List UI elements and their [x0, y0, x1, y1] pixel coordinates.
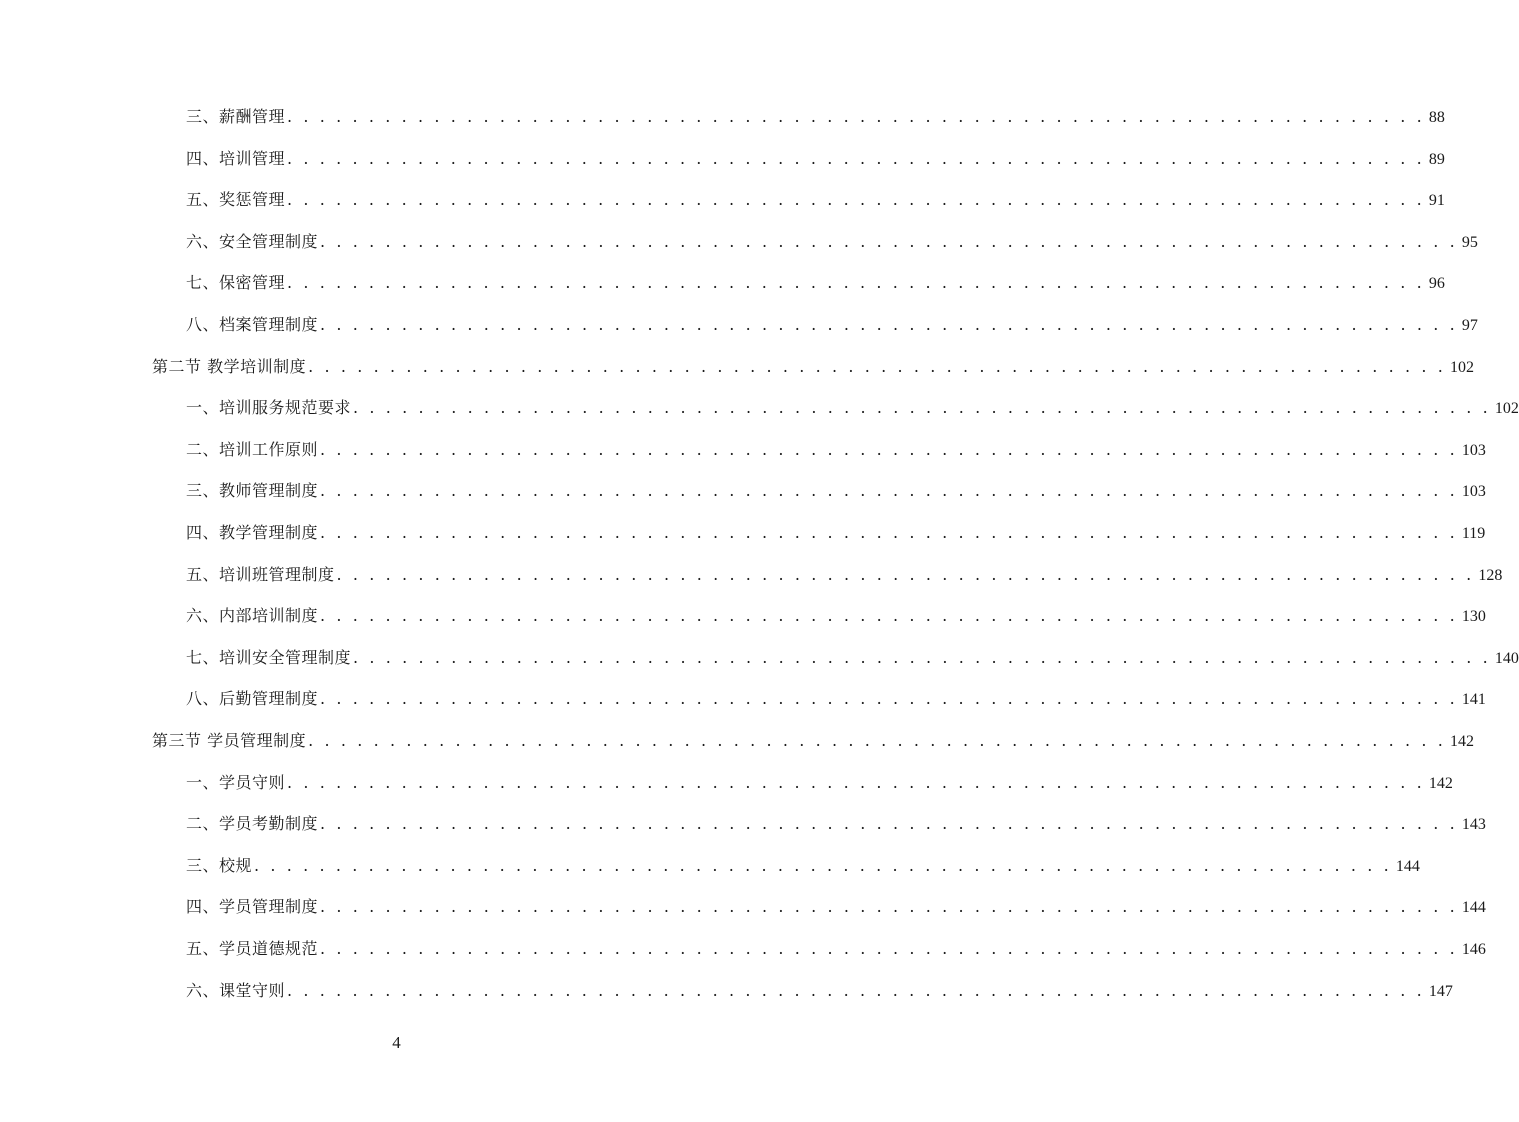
toc-entry-title: 四、学员管理制度 [186, 897, 319, 916]
toc-entry-page-number: 141 [1461, 691, 1486, 708]
toc-entry[interactable] [186, 147, 1445, 171]
toc-dot-leader: . . . . . . . . . . . . . . . . . . . . . . . . . . . . . . . . . . . . . . . . . . . . . . . . . . . . . . . . . . . . . . . . . . . . . . [254, 856, 1392, 875]
toc-dot-leader: . . . . . . . . . . . . . . . . . . . . . . . . . . . . . . . . . . . . . . . . . . . . . . . . . . . . . . . . . . . . . . . . . . . . . . [308, 731, 1446, 750]
toc-dot-leader: . . . . . . . . . . . . . . . . . . . . . . . . . . . . . . . . . . . . . . . . . . . . . . . . . . . . . . . . . . . . . . . . . . . . . . [320, 606, 1458, 625]
toc-entry[interactable] [186, 646, 1519, 670]
toc-entry-title: 五、学员道德规范 [186, 939, 319, 958]
toc-dot-leader: . . . . . . . . . . . . . . . . . . . . . . . . . . . . . . . . . . . . . . . . . . . . . . . . . . . . . . . . . . . . . . . . . . . . . . [320, 315, 1458, 334]
toc-entry-page-number: 144 [1461, 899, 1486, 916]
toc-entry[interactable] [186, 438, 1486, 462]
toc-entry-page-number: 97 [1461, 317, 1478, 334]
toc-entry-title: 六、内部培训制度 [186, 606, 319, 625]
toc-entry[interactable] [186, 563, 1503, 587]
toc-dot-leader: . . . . . . . . . . . . . . . . . . . . . . . . . . . . . . . . . . . . . . . . . . . . . . . . . . . . . . . . . . . . . . . . . . . . . . [287, 190, 1425, 209]
toc-entry[interactable] [186, 313, 1478, 337]
toc-entry-page-number: 103 [1461, 483, 1486, 500]
toc-entry[interactable] [186, 188, 1445, 212]
toc-entry[interactable] [186, 854, 1420, 878]
toc-entry-page-number: 140 [1494, 650, 1519, 667]
toc-entry-page-number: 102 [1494, 400, 1519, 417]
toc-entry-title: 二、学员考勤制度 [186, 814, 319, 833]
toc-entry-page-number: 119 [1461, 525, 1486, 542]
toc-entry-page-number: 102 [1449, 359, 1474, 376]
toc-entry-page-number: 143 [1461, 816, 1486, 833]
toc-entry-title: 四、培训管理 [186, 149, 286, 168]
toc-entry-title: 一、培训服务规范要求 [186, 398, 352, 417]
toc-dot-leader: . . . . . . . . . . . . . . . . . . . . . . . . . . . . . . . . . . . . . . . . . . . . . . . . . . . . . . . . . . . . . . . . . . . . . . [353, 398, 1491, 417]
toc-entry-page-number: 142 [1428, 775, 1453, 792]
toc-entry-page-number: 95 [1461, 234, 1478, 251]
toc-entry[interactable] [186, 771, 1453, 795]
toc-dot-leader: . . . . . . . . . . . . . . . . . . . . . . . . . . . . . . . . . . . . . . . . . . . . . . . . . . . . . . . . . . . . . . . . . . . . . . [320, 689, 1458, 708]
toc-entry-title: 七、保密管理 [186, 273, 286, 292]
toc-entry-title: 四、教学管理制度 [186, 523, 319, 542]
toc-dot-leader: . . . . . . . . . . . . . . . . . . . . . . . . . . . . . . . . . . . . . . . . . . . . . . . . . . . . . . . . . . . . . . . . . . . . . . [308, 357, 1446, 376]
toc-entry-page-number: 89 [1428, 151, 1445, 168]
toc-entry-page-number: 144 [1395, 858, 1420, 875]
toc-section-entry[interactable] [152, 729, 1474, 753]
toc-entry-title: 三、校规 [186, 856, 253, 875]
toc-entry-title: 第三节 学员管理制度 [152, 731, 307, 750]
toc-dot-leader: . . . . . . . . . . . . . . . . . . . . . . . . . . . . . . . . . . . . . . . . . . . . . . . . . . . . . . . . . . . . . . . . . . . . . . [320, 939, 1458, 958]
toc-dot-leader: . . . . . . . . . . . . . . . . . . . . . . . . . . . . . . . . . . . . . . . . . . . . . . . . . . . . . . . . . . . . . . . . . . . . . . [287, 273, 1425, 292]
toc-entry-title: 二、培训工作原则 [186, 440, 319, 459]
toc-entry[interactable] [186, 521, 1486, 545]
toc-dot-leader: . . . . . . . . . . . . . . . . . . . . . . . . . . . . . . . . . . . . . . . . . . . . . . . . . . . . . . . . . . . . . . . . . . . . . . [287, 981, 1425, 1000]
toc-entry-page-number: 130 [1461, 608, 1486, 625]
toc-entry[interactable] [186, 604, 1486, 628]
toc-entry-title: 六、安全管理制度 [186, 232, 319, 251]
toc-dot-leader: . . . . . . . . . . . . . . . . . . . . . . . . . . . . . . . . . . . . . . . . . . . . . . . . . . . . . . . . . . . . . . . . . . . . . . [287, 149, 1425, 168]
toc-section-entry[interactable] [152, 355, 1474, 379]
toc-entry-page-number: 146 [1461, 941, 1486, 958]
toc-entry-page-number: 88 [1428, 109, 1445, 126]
toc-entry[interactable] [186, 271, 1445, 295]
toc-dot-leader: . . . . . . . . . . . . . . . . . . . . . . . . . . . . . . . . . . . . . . . . . . . . . . . . . . . . . . . . . . . . . . . . . . . . . . [320, 523, 1458, 542]
toc-entry-page-number: 147 [1428, 983, 1453, 1000]
toc-dot-leader: . . . . . . . . . . . . . . . . . . . . . . . . . . . . . . . . . . . . . . . . . . . . . . . . . . . . . . . . . . . . . . . . . . . . . . [287, 773, 1425, 792]
toc-dot-leader: . . . . . . . . . . . . . . . . . . . . . . . . . . . . . . . . . . . . . . . . . . . . . . . . . . . . . . . . . . . . . . . . . . . . . . [320, 440, 1458, 459]
toc-entry-title: 五、奖惩管理 [186, 190, 286, 209]
toc-entry-page-number: 91 [1428, 192, 1445, 209]
toc-entry-page-number: 96 [1428, 275, 1445, 292]
toc-entry[interactable] [186, 687, 1486, 711]
toc-entry-title: 第二节 教学培训制度 [152, 357, 307, 376]
toc-entry[interactable] [186, 812, 1486, 836]
toc-dot-leader: . . . . . . . . . . . . . . . . . . . . . . . . . . . . . . . . . . . . . . . . . . . . . . . . . . . . . . . . . . . . . . . . . . . . . . [336, 565, 1475, 584]
toc-entry-title: 一、学员守则 [186, 773, 286, 792]
toc-entry-page-number: 142 [1449, 733, 1474, 750]
toc-entry-page-number: 128 [1478, 567, 1503, 584]
toc-entry-title: 八、档案管理制度 [186, 315, 319, 334]
toc-entry-title: 七、培训安全管理制度 [186, 648, 352, 667]
toc-dot-leader: . . . . . . . . . . . . . . . . . . . . . . . . . . . . . . . . . . . . . . . . . . . . . . . . . . . . . . . . . . . . . . . . . . . . . . [320, 232, 1458, 251]
toc-entry-title: 五、培训班管理制度 [186, 565, 335, 584]
toc-dot-leader: . . . . . . . . . . . . . . . . . . . . . . . . . . . . . . . . . . . . . . . . . . . . . . . . . . . . . . . . . . . . . . . . . . . . . . [320, 814, 1458, 833]
toc-entry-title: 三、教师管理制度 [186, 481, 319, 500]
toc-entry[interactable] [186, 937, 1486, 961]
toc-dot-leader: . . . . . . . . . . . . . . . . . . . . . . . . . . . . . . . . . . . . . . . . . . . . . . . . . . . . . . . . . . . . . . . . . . . . . . [287, 107, 1425, 126]
toc-entry[interactable] [186, 979, 1453, 1003]
toc-entry-title: 六、课堂守则 [186, 981, 286, 1000]
page-number: 4 [392, 1033, 401, 1052]
toc-dot-leader: . . . . . . . . . . . . . . . . . . . . . . . . . . . . . . . . . . . . . . . . . . . . . . . . . . . . . . . . . . . . . . . . . . . . . . [320, 481, 1458, 500]
toc-entry-page-number: 103 [1461, 442, 1486, 459]
toc-entry[interactable] [186, 479, 1486, 503]
toc-entry[interactable] [186, 105, 1445, 129]
toc-entry-title: 八、后勤管理制度 [186, 689, 319, 708]
toc-entry[interactable] [186, 396, 1519, 420]
toc-dot-leader: . . . . . . . . . . . . . . . . . . . . . . . . . . . . . . . . . . . . . . . . . . . . . . . . . . . . . . . . . . . . . . . . . . . . . . [353, 648, 1491, 667]
toc-entry[interactable] [186, 230, 1478, 254]
toc-entry-title: 三、薪酬管理 [186, 107, 286, 126]
toc-dot-leader: . . . . . . . . . . . . . . . . . . . . . . . . . . . . . . . . . . . . . . . . . . . . . . . . . . . . . . . . . . . . . . . . . . . . . . [320, 897, 1458, 916]
toc-entry[interactable] [186, 895, 1486, 919]
